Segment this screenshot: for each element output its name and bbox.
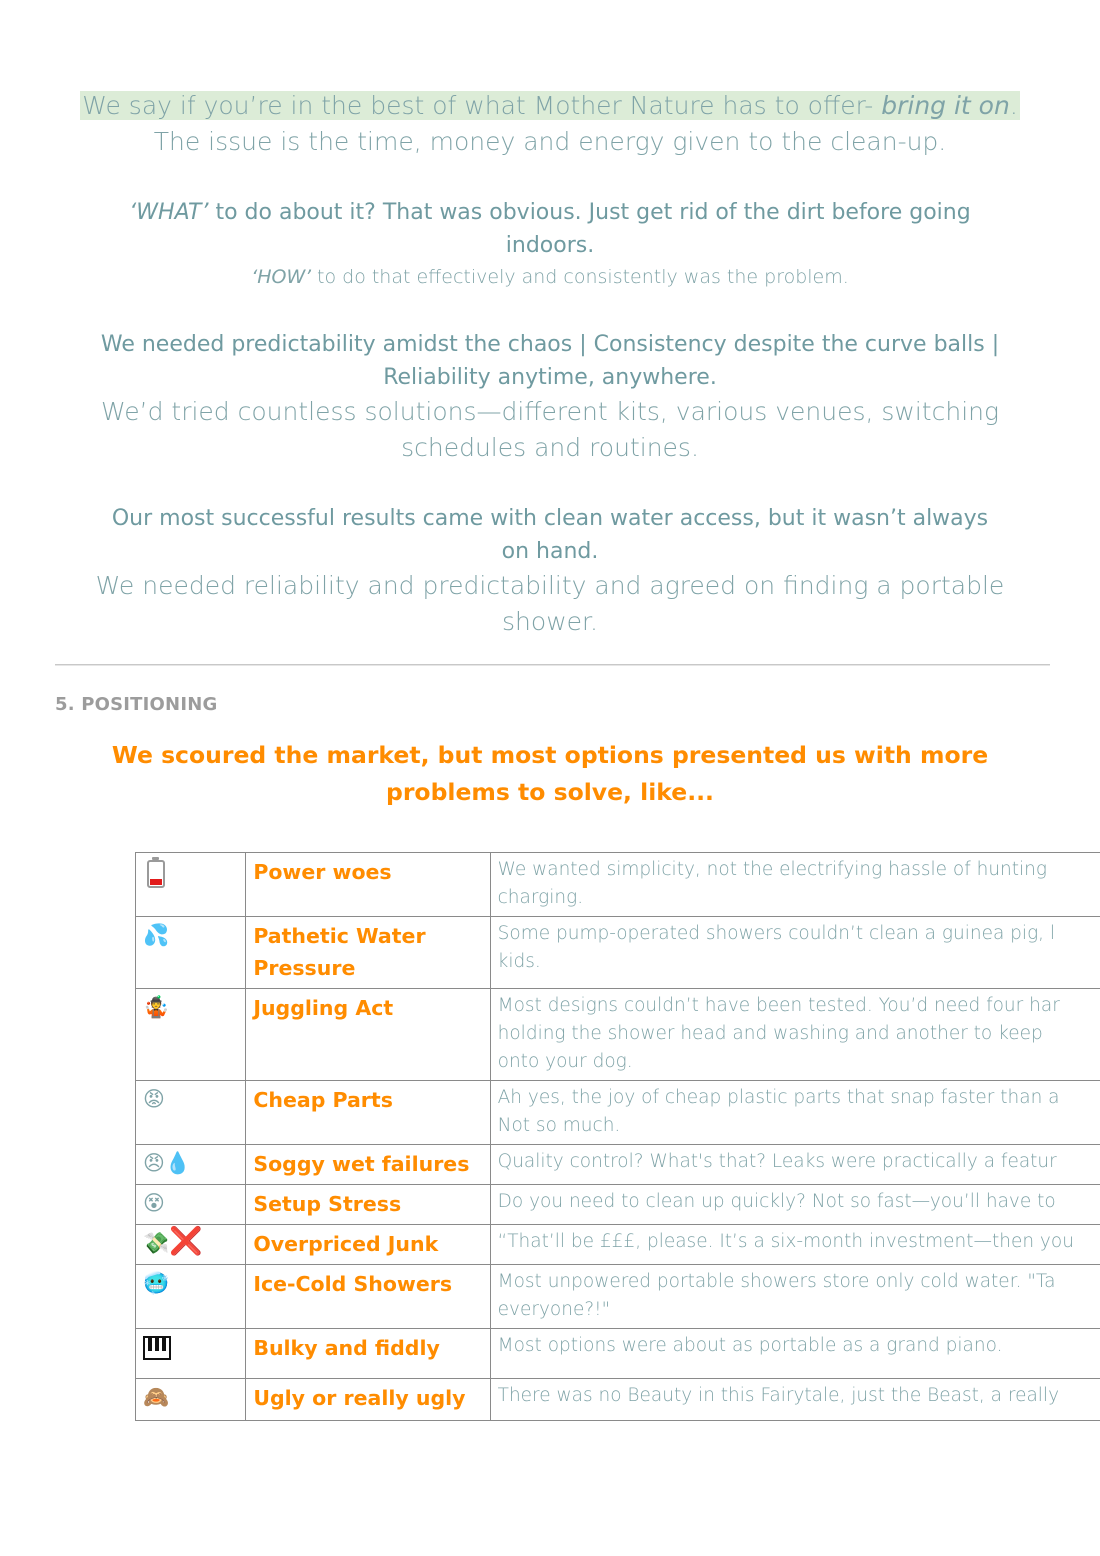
description-cell (490, 1225, 1100, 1265)
icon-cell (136, 1379, 246, 1421)
problem-title: Soggy wet failures (253, 1152, 470, 1176)
icon-cell (136, 917, 246, 989)
problem-description: Ah yes, the joy of cheap plastic parts that snap faster than a Not so much. (497, 1087, 1060, 1136)
headline-line-1: We scoured the market, but most options presented us with more (111, 741, 989, 769)
bring-it-on-emphasis: bring it on (881, 91, 1010, 120)
problem-title: Power woes (253, 860, 392, 884)
intro-paragraph-3-line-4: schedules and routines. (401, 433, 699, 462)
title-cell (246, 1225, 490, 1265)
problem-description: Do you need to clean up quickly? Not so fast—you’ll have to (497, 1191, 1056, 1212)
angry-face-icon: 😡 (143, 1087, 165, 1111)
description-cell (490, 1145, 1100, 1185)
problem-description: Most designs couldn’t have been tested. You’d need four har holding the shower head and washing and another to keep onto your dog. (497, 995, 1060, 1072)
title-cell (246, 1265, 490, 1329)
intro-paragraph-3-line-1: We needed predictability amidst the chaos | Consistency despite the curve balls | (100, 332, 1000, 357)
what-emphasis: ‘WHAT’ (129, 200, 209, 225)
problem-description: Quality control? What's that? Leaks were practically a featur (497, 1151, 1057, 1172)
intro-paragraph-1-line-2: The issue is the time, money and energy given to the clean-up. (153, 127, 947, 156)
problem-title: Setup Stress (253, 1192, 402, 1216)
problem-title: Ugly or really ugly (253, 1386, 466, 1410)
title-cell (246, 1185, 490, 1225)
dizzy-face-icon: 😵 (143, 1191, 165, 1215)
title-cell (246, 989, 490, 1081)
description-cell (490, 1329, 1100, 1379)
intro-paragraph-4-line-4: shower. (502, 607, 598, 636)
title-cell (246, 1329, 490, 1379)
piano-keys-icon (143, 1336, 171, 1360)
table-row (136, 917, 1100, 989)
icon-cell (136, 1145, 246, 1185)
title-cell (246, 853, 490, 917)
problem-title: Pathetic Water Pressure (253, 924, 426, 980)
table-row (136, 1225, 1100, 1265)
table-row (136, 1145, 1100, 1185)
how-emphasis: ‘HOW’ (251, 266, 311, 288)
icon-cell (136, 853, 246, 917)
section-heading: 5. POSITIONING (55, 694, 218, 715)
icon-cell (136, 989, 246, 1081)
peeking-face-icon: 🙈 (143, 1385, 170, 1409)
problems-table (135, 852, 1100, 1421)
title-cell (246, 917, 490, 989)
title-cell (246, 1145, 490, 1185)
icon-cell (136, 1329, 246, 1379)
title-cell (246, 1081, 490, 1145)
paragraph-gap (40, 466, 1060, 502)
problem-description: There was no Beauty in this Fairytale, just the Beast, a really (497, 1385, 1060, 1406)
icon-cell (136, 1225, 246, 1265)
table-row (136, 989, 1100, 1081)
icon-cell (136, 1185, 246, 1225)
intro-text (40, 88, 1060, 640)
description-cell (490, 1379, 1100, 1421)
intro-paragraph-4-line-1: Our most successful results came with clean water access, but it wasn’t always (111, 506, 989, 531)
problem-title: Juggling Act (253, 996, 394, 1020)
intro-paragraph-3-line-2: Reliability anytime, anywhere. (383, 365, 717, 390)
problem-title: Overpriced Junk (253, 1232, 439, 1256)
cross-mark-icon: ❌ (169, 1226, 203, 1257)
table-row (136, 1081, 1100, 1145)
intro-paragraph-2-line-2: indoors. (505, 233, 595, 258)
problem-description: We wanted simplicity, not the electrifying hassle of hunting charging. (497, 859, 1047, 908)
table-row (136, 1185, 1100, 1225)
table-row (136, 1329, 1100, 1379)
intro-paragraph-3-line-3: We’d tried countless solutions—different kits, various venues, switching (101, 397, 999, 426)
low-battery-icon (147, 860, 165, 888)
title-cell (246, 1379, 490, 1421)
description-cell (490, 989, 1100, 1081)
intro-paragraph-2-line-3: ‘HOW’ to do that effectively and consistently was the problem. (251, 266, 849, 288)
juggler-icon: 🤹 (143, 995, 170, 1019)
intro-paragraph-4-line-2: on hand. (501, 539, 599, 564)
cold-face-icon: 🥶 (143, 1271, 170, 1295)
highlighted-text: We say if you’re in the best of what Mother Nature has to offer- bring it on. (82, 91, 1018, 120)
headline-line-2: problems to solve, like... (386, 778, 714, 806)
table-row (136, 853, 1100, 917)
problem-description: Most unpowered portable showers store only cold water. "Ta everyone?!" (497, 1271, 1056, 1320)
paragraph-gap (40, 160, 1060, 196)
problem-title: Bulky and fiddly (253, 1336, 440, 1360)
problem-description: Some pump-operated showers couldn’t clean a guinea pig, l kids. (497, 923, 1056, 972)
description-cell (490, 1265, 1100, 1329)
sweat-droplets-icon: 💦 (143, 923, 170, 947)
problem-title: Cheap Parts (253, 1088, 393, 1112)
icon-cell (136, 1081, 246, 1145)
problem-description: Most options were about as portable as a grand piano. (497, 1335, 1003, 1356)
description-cell (490, 917, 1100, 989)
grimace-droplet-icon: 😠💧 (143, 1151, 192, 1175)
intro-paragraph-1-line-1 (40, 88, 1060, 124)
description-cell (490, 853, 1100, 917)
horizontal-divider (55, 664, 1050, 666)
intro-paragraph-2-line-1: ‘WHAT’ to do about it? That was obvious. Just get rid of the dirt before going (129, 200, 971, 225)
description-cell (490, 1081, 1100, 1145)
description-cell (490, 1185, 1100, 1225)
table-row (136, 1265, 1100, 1329)
paragraph-gap (40, 292, 1060, 328)
positioning-headline (60, 737, 1040, 811)
intro-paragraph-4-line-3: We needed reliability and predictability and agreed on finding a portable (95, 571, 1005, 600)
problem-description: “That’ll be £££, please. It’s a six-month investment—then you (497, 1231, 1074, 1252)
icon-cell (136, 1265, 246, 1329)
table-row (136, 1379, 1100, 1421)
money-wings-icon: 💸 (143, 1231, 170, 1255)
problem-title: Ice-Cold Showers (253, 1272, 453, 1296)
